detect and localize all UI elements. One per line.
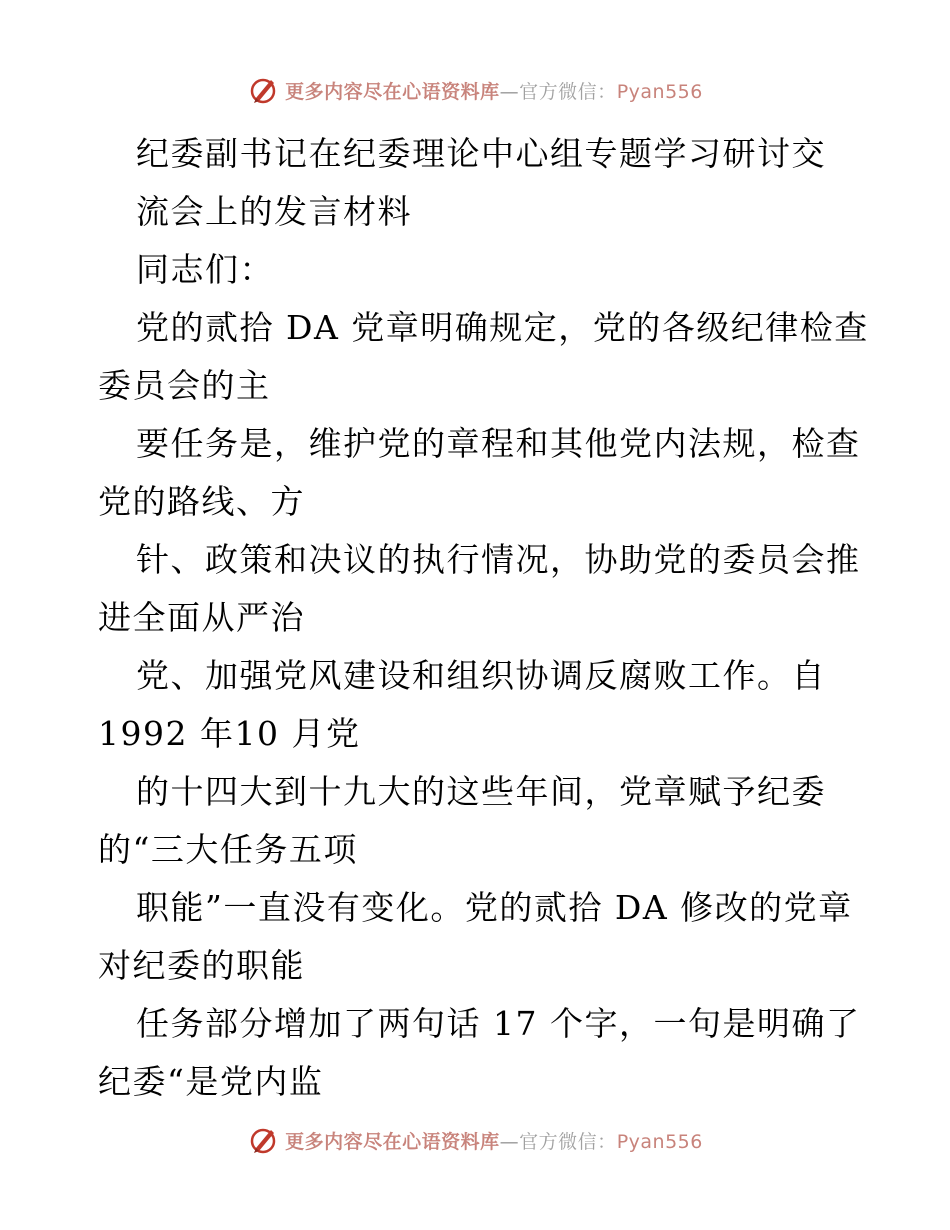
text-line: 任务部分增加了两句话 17 个字，一句是明确了 (136, 1004, 861, 1043)
text-line: 对纪委的职能 (98, 946, 305, 985)
text-line: 委员会的主 (98, 366, 271, 405)
watermark-text (285, 77, 703, 104)
text-line: 进全面从严治 (98, 598, 305, 637)
watermark-wechat-label: 官方微信： (519, 80, 617, 103)
text-line: 职能”一直没有变化。党的贰拾 DA 修改的党章 (136, 888, 853, 927)
text-line: 针、政策和决议的执行情况，协助党的委员会推 (136, 540, 861, 579)
text-line: 要任务是，维护党的章程和其他党内法规，检查 (136, 424, 861, 463)
feather-pen-logo-icon (247, 74, 279, 106)
text-line: 流会上的发言材料 (136, 192, 412, 231)
text-line: 党的贰拾 DA 党章明确规定，党的各级纪律检查 (136, 308, 869, 347)
text-line: 1992 年10 月党 (98, 714, 361, 753)
watermark-slogan: 更多内容尽在心语资料库 (285, 1130, 500, 1153)
text-line: 纪委“是党内监 (98, 1062, 324, 1101)
watermark-banner-bottom (0, 1122, 950, 1158)
text-line: 的十四大到十九大的这些年间，党章赋予纪委 (136, 772, 826, 811)
watermark-separator: — (499, 80, 520, 103)
feather-pen-logo-icon (247, 1124, 279, 1156)
text-line: 纪委副书记在纪委理论中心组专题学习研讨交 (136, 134, 826, 173)
document-body (98, 125, 869, 1111)
text-line: 党的路线、方 (98, 482, 305, 521)
watermark-text (285, 1127, 703, 1154)
text-line: 同志们： (136, 250, 274, 289)
watermark-account: Pyan556 (616, 80, 703, 103)
watermark-slogan: 更多内容尽在心语资料库 (285, 80, 500, 103)
watermark-account: Pyan556 (616, 1130, 703, 1153)
watermark-wechat-label: 官方微信： (519, 1130, 617, 1153)
text-line: 的“三大任务五项 (98, 830, 358, 869)
text-line: 党、加强党风建设和组织协调反腐败工作。自 (136, 656, 826, 695)
watermark-banner-top (0, 72, 950, 108)
watermark-separator: — (499, 1130, 520, 1153)
